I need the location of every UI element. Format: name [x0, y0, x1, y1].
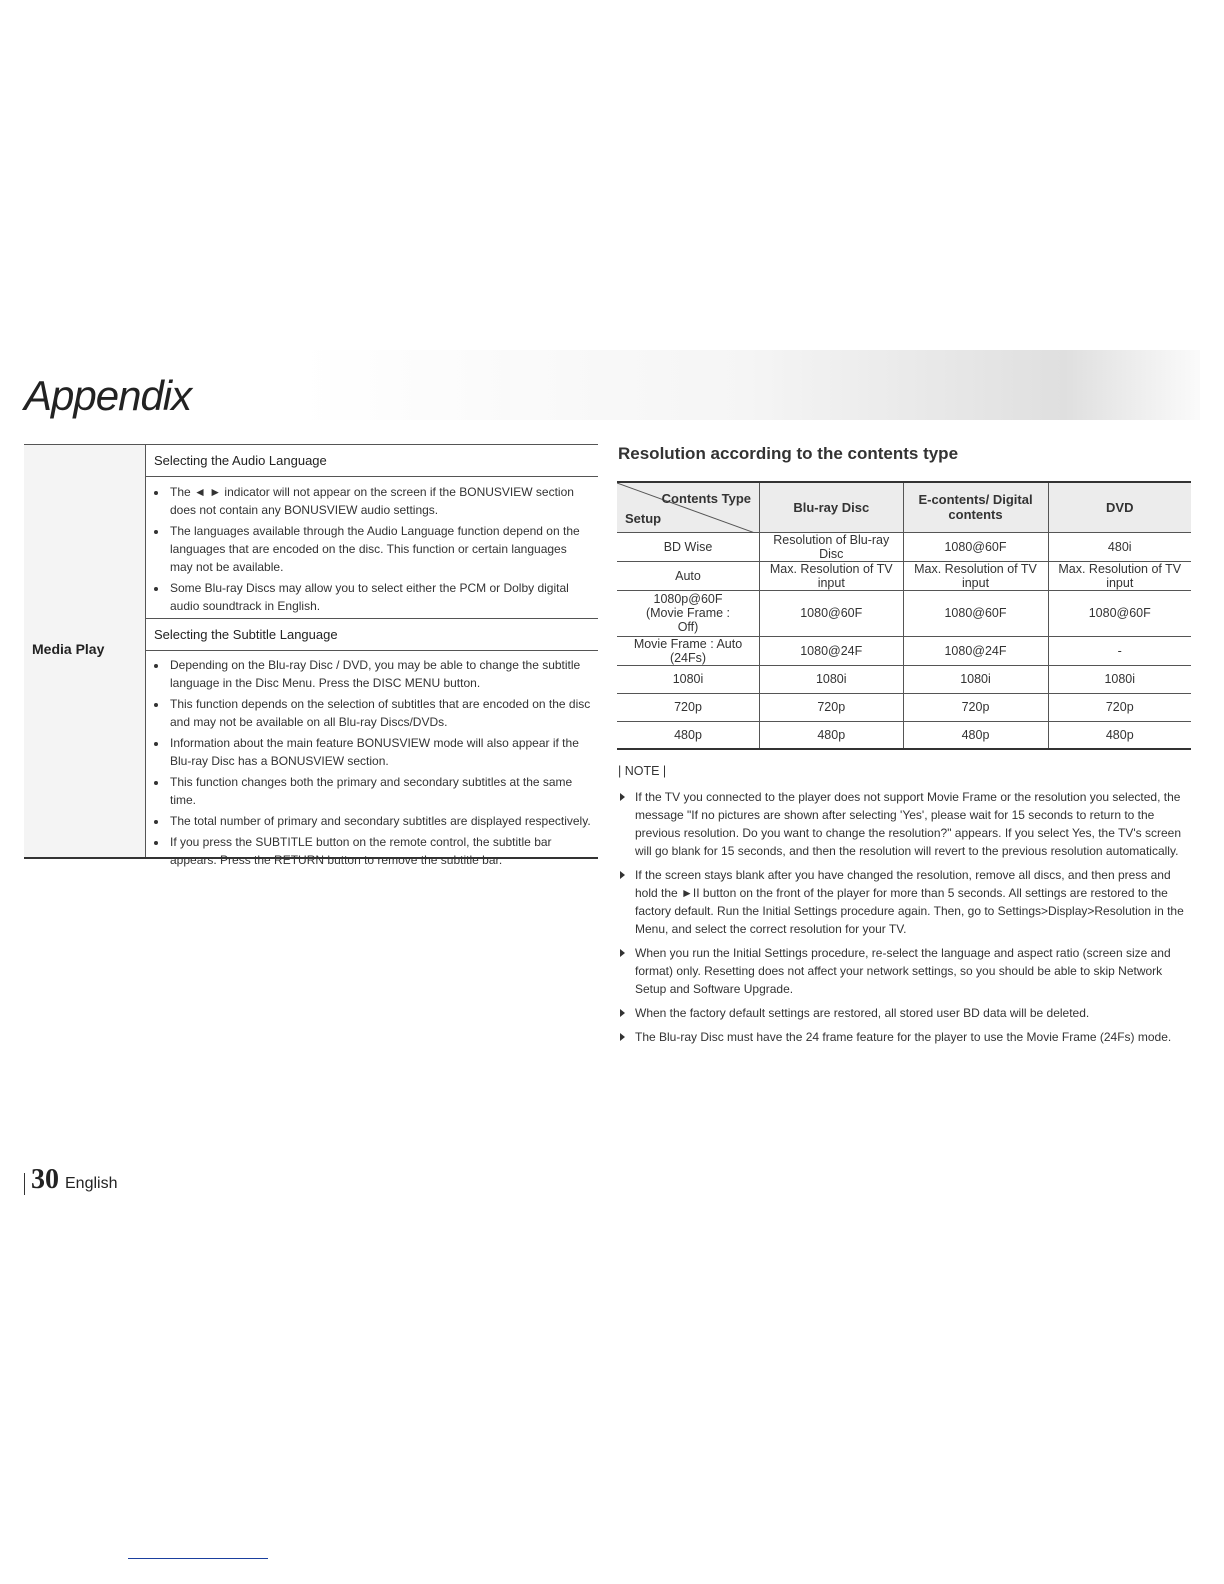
corner-cell — [617, 482, 760, 532]
list-item: • If you press the SUBTITLE button on the remote control, the subtitle bar appears. Press the RETURN button to remove the subtitle bar. — [168, 833, 592, 869]
row-label-cell — [24, 445, 146, 857]
note-list — [618, 788, 1192, 1052]
table-cell: Max. Resolution of TV input — [760, 561, 904, 590]
arrow-bullet-icon — [620, 1033, 625, 1041]
table-cell: 720p — [903, 693, 1048, 721]
table-cell: 1080@24F — [760, 636, 904, 665]
arrow-bullet-icon — [620, 793, 625, 801]
setup-cell: Movie Frame : Auto (24Fs) — [617, 636, 760, 665]
corner-top-label: Contents Type — [661, 491, 751, 506]
list-item: • Information about the main feature BONUSVIEW mode will also appear if the Blu-ray Disc has a BONUSVIEW section. — [168, 734, 592, 770]
note-text: The Blu-ray Disc must have the 24 frame feature for the player to use the Movie Frame (24Fs) mode. — [635, 1030, 1172, 1044]
footer-divider — [24, 1173, 25, 1195]
arrow-bullet-icon — [620, 949, 625, 957]
note-item — [618, 1028, 1192, 1046]
table-row — [617, 721, 1191, 749]
setup-cell: 480p — [617, 721, 760, 749]
note-text: When the factory default settings are restored, all stored user BD data will be deleted. — [635, 1006, 1090, 1020]
table-cell: 1080i — [760, 665, 904, 693]
list-item: • This function changes both the primary and secondary subtitles at the same time. — [168, 773, 592, 809]
table-cell: Resolution of Blu-ray Disc — [760, 532, 904, 561]
table-cell: 1080@24F — [903, 636, 1048, 665]
table-cell: 480i — [1048, 532, 1191, 561]
column-header: Blu-ray Disc — [760, 482, 904, 532]
row-label: Media Play — [32, 641, 105, 657]
table-row — [617, 532, 1191, 561]
table-cell: 1080@60F — [903, 532, 1048, 561]
section-heading-subtitle: Selecting the Subtitle Language — [146, 618, 598, 651]
table-row — [617, 665, 1191, 693]
note-heading: | NOTE | — [618, 764, 667, 778]
table-row — [617, 636, 1191, 665]
table-cell: 720p — [1048, 693, 1191, 721]
page-language: English — [65, 1175, 118, 1192]
table-cell: - — [1048, 636, 1191, 665]
note-item — [618, 1004, 1192, 1022]
column-header: E-contents/ Digital contents — [903, 482, 1048, 532]
setup-cell: BD Wise — [617, 532, 760, 561]
list-item: • The total number of primary and secondary subtitles are displayed respectively. — [168, 812, 592, 830]
table-row — [617, 561, 1191, 590]
list-item: • Some Blu-ray Discs may allow you to select either the PCM or Dolby digital audio soundtrack in English. — [168, 579, 592, 615]
note-text: If the TV you connected to the player does not support Movie Frame or the resolution you selected, the message "If no pictures are shown after selecting 'Yes', please wait for 15 seconds to return to the previous resolution. Do you want to change the resolution?" appears. If you select Yes, the TV's screen will go blank for 15 seconds, and then the resolution will revert to the previous resolution automatically. — [635, 790, 1181, 858]
setup-cell: Auto — [617, 561, 760, 590]
note-text: When you run the Initial Settings procedure, re-select the language and aspect ratio (screen size and format) only. Resetting does not affect your network settings, so you should be able to skip Network Setup and Software Upgrade. — [635, 946, 1171, 996]
arrow-bullet-icon — [620, 1009, 625, 1017]
table-header-row — [617, 482, 1191, 532]
table-cell: Max. Resolution of TV input — [1048, 561, 1191, 590]
table-row — [617, 590, 1191, 636]
setup-cell: 720p — [617, 693, 760, 721]
page-title: Appendix — [24, 372, 192, 419]
table-cell: 1080@60F — [760, 590, 904, 636]
media-play-table — [24, 444, 598, 867]
setup-cell: 1080i — [617, 665, 760, 693]
list-item: • This function depends on the selection of subtitles that are encoded on the disc and may not be available on all Blu-ray Discs/DVDs. — [168, 695, 592, 731]
note-item — [618, 866, 1192, 938]
table-cell: 1080i — [903, 665, 1048, 693]
note-text: If the screen stays blank after you have changed the resolution, remove all discs, and then press and hold the ►II button on the front of the player for more than 5 seconds. All settings are restored to the factory default. Run the Initial Settings procedure again. Then, go to Settings>Display>Resolution in the Menu, and select the correct resolution for your TV. — [635, 868, 1184, 936]
table-cell: 480p — [903, 721, 1048, 749]
list-item: • The languages available through the Audio Language function depend on the languages that are encoded on the disc. This function or certain languages may not be available. — [168, 522, 592, 576]
subtitle-bullet-list — [154, 656, 592, 872]
note-item — [618, 944, 1192, 998]
note-item — [618, 788, 1192, 860]
corner-bottom-label: Setup — [625, 510, 662, 526]
table-cell: 720p — [760, 693, 904, 721]
audio-bullet-list — [154, 483, 592, 618]
page-footer — [24, 1164, 117, 1204]
resolution-heading: Resolution according to the contents type — [618, 444, 959, 463]
table-cell: Max. Resolution of TV input — [903, 561, 1048, 590]
column-header: DVD — [1048, 482, 1191, 532]
table-cell: 1080@60F — [903, 590, 1048, 636]
page-number: 30 — [31, 1164, 59, 1195]
resolution-table — [617, 481, 1191, 750]
arrow-bullet-icon — [620, 871, 625, 879]
setup-cell: 1080p@60F (Movie Frame : Off) — [617, 590, 760, 636]
list-item: • Depending on the Blu-ray Disc / DVD, you may be able to change the subtitle language in the Disc Menu. Press the DISC MENU button. — [168, 656, 592, 692]
list-item: • The ◄ ► indicator will not appear on the screen if the BONUSVIEW section does not contain any BONUSVIEW audio settings. — [168, 483, 592, 519]
table-cell: 480p — [760, 721, 904, 749]
table-cell: 1080i — [1048, 665, 1191, 693]
section-heading-audio: Selecting the Audio Language — [146, 445, 598, 477]
table-cell: 480p — [1048, 721, 1191, 749]
bottom-divider — [128, 1558, 268, 1559]
header-band — [300, 350, 1200, 420]
table-row — [617, 693, 1191, 721]
table-cell: 1080@60F — [1048, 590, 1191, 636]
